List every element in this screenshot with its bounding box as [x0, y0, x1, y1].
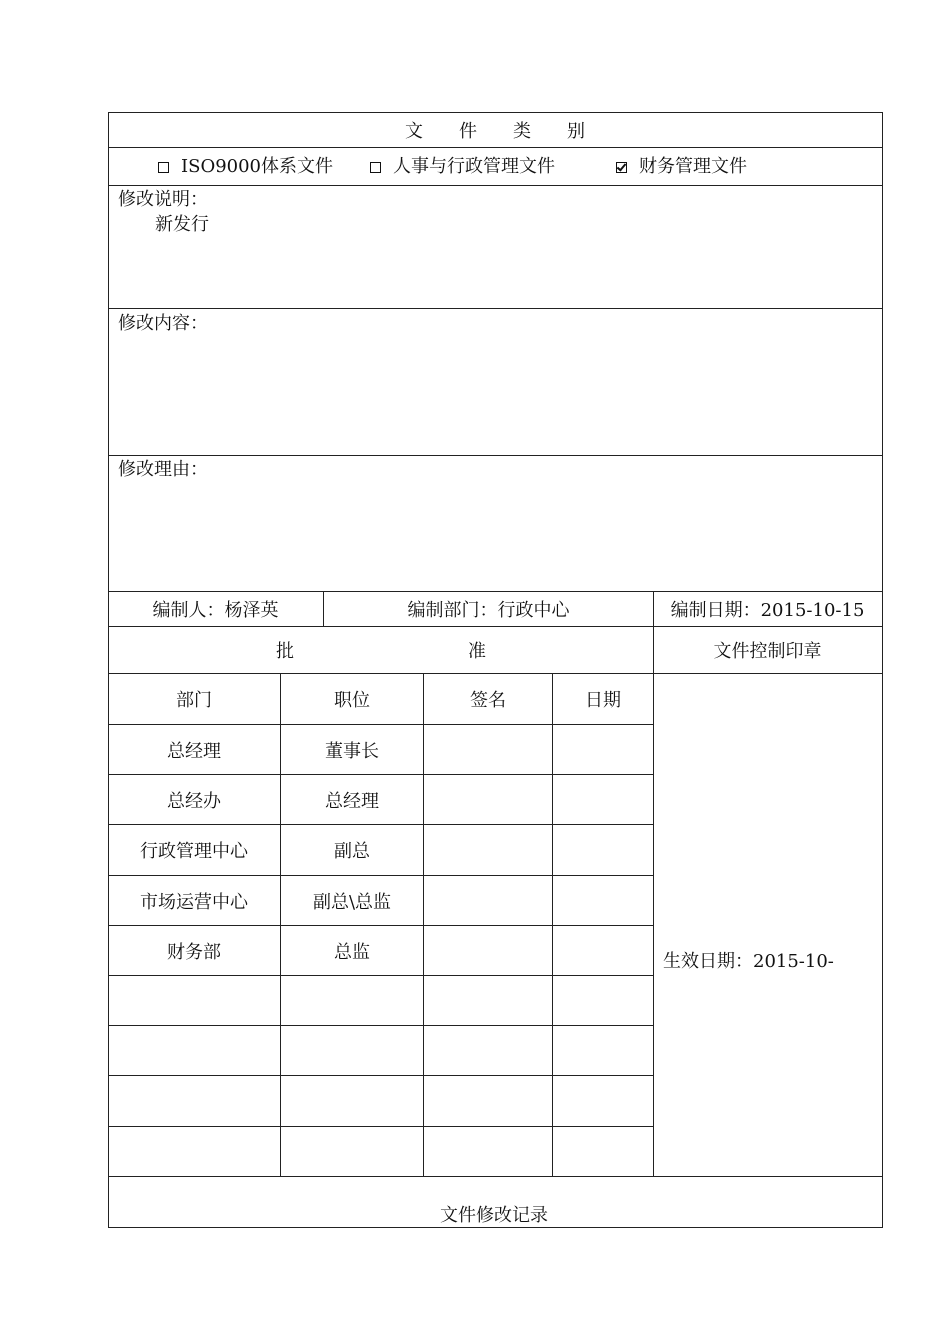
- category-label: 人事与行政管理文件: [393, 156, 555, 177]
- divider: [108, 185, 882, 186]
- table-cell-signature[interactable]: [424, 976, 552, 1025]
- date-field: 编制日期：2015-10-15: [670, 600, 865, 621]
- table-cell-signature[interactable]: [424, 1076, 552, 1126]
- table-cell-department[interactable]: [108, 1076, 280, 1126]
- table-cell-date[interactable]: [553, 825, 653, 875]
- table-cell-signature[interactable]: [424, 926, 552, 975]
- table-cell-position: 副总: [334, 841, 370, 862]
- divider: [108, 308, 882, 309]
- table-cell-date[interactable]: [553, 1076, 653, 1126]
- table-cell-department: 行政管理中心: [140, 841, 248, 862]
- table-cell-position[interactable]: [281, 1127, 423, 1176]
- table-cell-department: 市场运营中心: [140, 891, 248, 913]
- table-cell-date[interactable]: [553, 725, 653, 774]
- table-cell-position[interactable]: [281, 976, 423, 1025]
- table-cell-date[interactable]: [553, 775, 653, 824]
- approval-title-left: 批: [276, 641, 294, 662]
- column-header-date: 日期: [585, 690, 621, 711]
- table-cell-department[interactable]: [108, 976, 280, 1025]
- modification-record-title: 文件修改记录: [440, 1205, 548, 1226]
- table-cell-position: 总监: [334, 941, 370, 963]
- effective-date: 生效日期：2015-10-: [663, 951, 834, 972]
- table-cell-position[interactable]: [281, 1076, 423, 1126]
- divider: [108, 455, 882, 456]
- document-category-title: 文 件 类 别: [405, 121, 585, 142]
- table-cell-position[interactable]: [281, 1026, 423, 1075]
- table-cell-signature[interactable]: [424, 1127, 552, 1176]
- column-header-department: 部门: [176, 690, 212, 711]
- modify-desc-value: 新发行: [155, 214, 209, 235]
- department-field: 编制部门：行政中心: [407, 600, 570, 621]
- table-cell-department[interactable]: [108, 1026, 280, 1075]
- table-cell-signature[interactable]: [424, 725, 552, 774]
- table-cell-signature[interactable]: [424, 1026, 552, 1075]
- table-cell-date[interactable]: [553, 926, 653, 975]
- modify-reason-label: 修改理由：: [118, 459, 208, 480]
- table-cell-signature[interactable]: [424, 825, 552, 875]
- category-iso9000[interactable]: [158, 158, 333, 176]
- divider: [108, 1176, 882, 1177]
- table-cell-date[interactable]: [553, 1127, 653, 1176]
- table-cell-department: 总经办: [167, 790, 221, 812]
- table-cell-department: 财务部: [167, 941, 221, 963]
- checkbox-empty-icon[interactable]: [158, 162, 169, 173]
- checkbox-checked-icon[interactable]: [616, 162, 627, 173]
- table-cell-date[interactable]: [553, 976, 653, 1025]
- divider: [108, 147, 882, 148]
- column-header-position: 职位: [334, 690, 370, 711]
- grid-line: [653, 591, 654, 1176]
- checkbox-empty-icon[interactable]: [370, 162, 381, 173]
- table-cell-department: 总经理: [167, 740, 221, 762]
- approval-title-right: 准: [468, 641, 486, 662]
- column-header-signature: 签名: [470, 690, 506, 711]
- table-cell-signature[interactable]: [424, 876, 552, 925]
- editor-field: 编制人：杨泽英: [152, 600, 279, 621]
- category-label: ISO9000体系文件: [181, 156, 334, 177]
- modify-content-label: 修改内容：: [118, 313, 208, 334]
- category-finance[interactable]: [616, 158, 747, 176]
- table-cell-position: 副总\总监: [312, 891, 392, 913]
- table-cell-date[interactable]: [553, 876, 653, 925]
- stamp-header: 文件控制印章: [713, 641, 822, 662]
- category-label: 财务管理文件: [639, 156, 747, 177]
- table-cell-signature[interactable]: [424, 775, 552, 824]
- modify-desc-label: 修改说明：: [118, 189, 208, 210]
- table-cell-department[interactable]: [108, 1127, 280, 1176]
- category-hr-admin[interactable]: [370, 158, 555, 176]
- table-cell-position: 总经理: [325, 790, 379, 812]
- table-cell-date[interactable]: [553, 1026, 653, 1075]
- table-cell-position: 董事长: [325, 740, 379, 762]
